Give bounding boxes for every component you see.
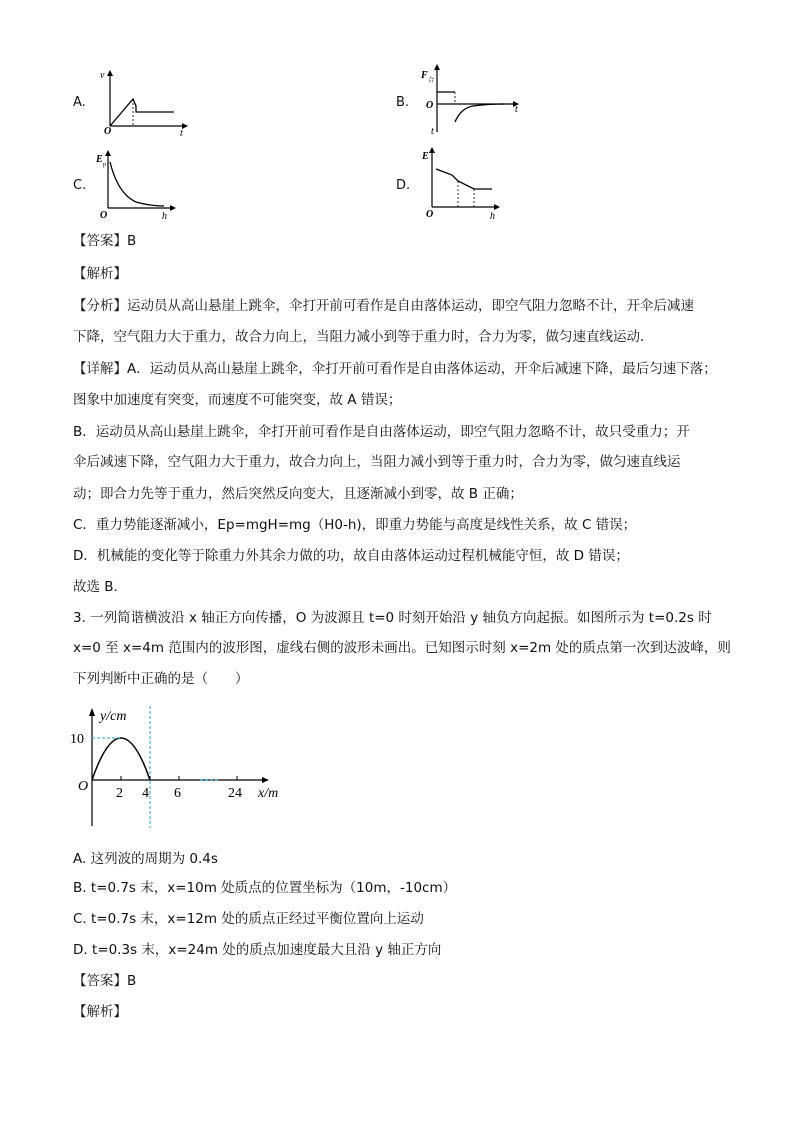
wave-origin: O [78, 779, 89, 794]
wave-ylabel: y/cm [100, 709, 127, 724]
text-line: 伞后减速下降，空气阻力大于重力，故合力向上，当阻力减小到等于重力时，合力为零，做匀速直线运 [73, 454, 681, 470]
text-line: D．机械能的变化等于除重力外其余力做的功，故自由落体运动过程机械能守恒，故 D 错误； [73, 548, 629, 564]
option-a: A. 这列波的周期为 0.4s [73, 851, 218, 867]
question-line: 下列判断中正确的是（ ） [73, 671, 249, 687]
text-line: C．重力势能逐渐减小，Ep=mgH=mg（H0-h)，即重力势能与高度是线性关系，故 C 错误； [73, 517, 637, 533]
text-line: 故选 B． [73, 579, 128, 595]
text-line: 【详解】A．运动员从高山悬崖上跳伞，伞打开前可看作是自由落体运动，开伞后减速下降，最后匀速下落； [73, 361, 717, 377]
option-a-ylabel: v [100, 70, 105, 81]
question-line: x=0 至 x=4m 范围内的波形图，虚线右侧的波形未画出。已知图示时刻 x=2m 处的质点第一次到达波峰，则 [73, 640, 731, 656]
option-c-origin: O [100, 210, 108, 221]
option-b-graph [415, 62, 525, 138]
option-d: D. t=0.3s 末，x=24m 处的质点加速度最大且沿 y 轴正方向 [73, 942, 442, 958]
wave-ytick: 10 [70, 732, 84, 747]
wave-graph [72, 700, 302, 830]
wave-xtick: 24 [228, 786, 242, 801]
answer-line-2: 【答案】B [73, 973, 137, 989]
option-a-label: A. [73, 95, 86, 110]
option-c-xlabel: h [162, 211, 167, 222]
option-a-graph [92, 68, 192, 139]
option-d-xlabel: h [490, 211, 495, 222]
option-c-label: C. [73, 178, 87, 193]
option-d-graph [418, 145, 508, 221]
option-b-label: B. [396, 95, 410, 110]
question-line: 3. 一列简谐横波沿 x 轴正方向传播，O 为波源且 t=0 时刻开始沿 y 轴负方向起振。如图所示为 t=0.2s 时 [73, 610, 712, 626]
option-b-extra: t [431, 126, 434, 137]
wave-xlabel: x/m [258, 786, 279, 801]
text-line: 下降，空气阻力大于重力，故合力向上，当阻力减小到等于重力时，合力为零，做匀速直线运动． [73, 329, 654, 345]
answer-line: 【答案】B [73, 233, 137, 249]
wave-xtick: 4 [142, 786, 149, 801]
option-c-graph [92, 148, 182, 220]
option-b-origin: O [426, 100, 434, 111]
analysis-heading: 【解析】 [73, 266, 127, 282]
option-b: B. t=0.7s 末，x=10m 处质点的位置坐标为（10m，-10cm） [73, 880, 457, 896]
option-a-origin: O [104, 126, 112, 137]
option-d-origin: O [426, 209, 434, 220]
option-b-ysub: 合 [428, 78, 435, 84]
text-line: 【分析】运动员从高山悬崖上跳伞，伞打开前可看作是自由落体运动，即空气阻力忽略不计，开伞后减速 [73, 298, 694, 314]
text-line: 图象中加速度有突变，而速度不可能突变，故 A 错误； [73, 392, 402, 408]
option-c: C. t=0.7s 末，x=12m 处的质点正经过平衡位置向上运动 [73, 911, 424, 927]
option-c-ysub: p [103, 162, 106, 168]
option-a-xlabel: t [180, 128, 183, 139]
option-c-ylabel: E [96, 154, 103, 165]
option-d-label: D. [396, 178, 411, 193]
option-b-xlabel: t [515, 104, 518, 115]
analysis-heading-2: 【解析】 [73, 1004, 127, 1020]
text-line: 动；即合力先等于重力，然后突然反向变大，且逐渐减小到零，故 B 正确； [73, 486, 523, 502]
option-d-ylabel: E [422, 151, 429, 162]
option-b-ylabel: F [421, 70, 428, 81]
wave-xtick: 2 [116, 786, 123, 801]
wave-xtick: 6 [174, 786, 181, 801]
text-line: B．运动员从高山悬崖上跳伞，伞打开前可看作是自由落体运动，即空气阻力忽略不计，故只受重力；开 [73, 424, 690, 440]
